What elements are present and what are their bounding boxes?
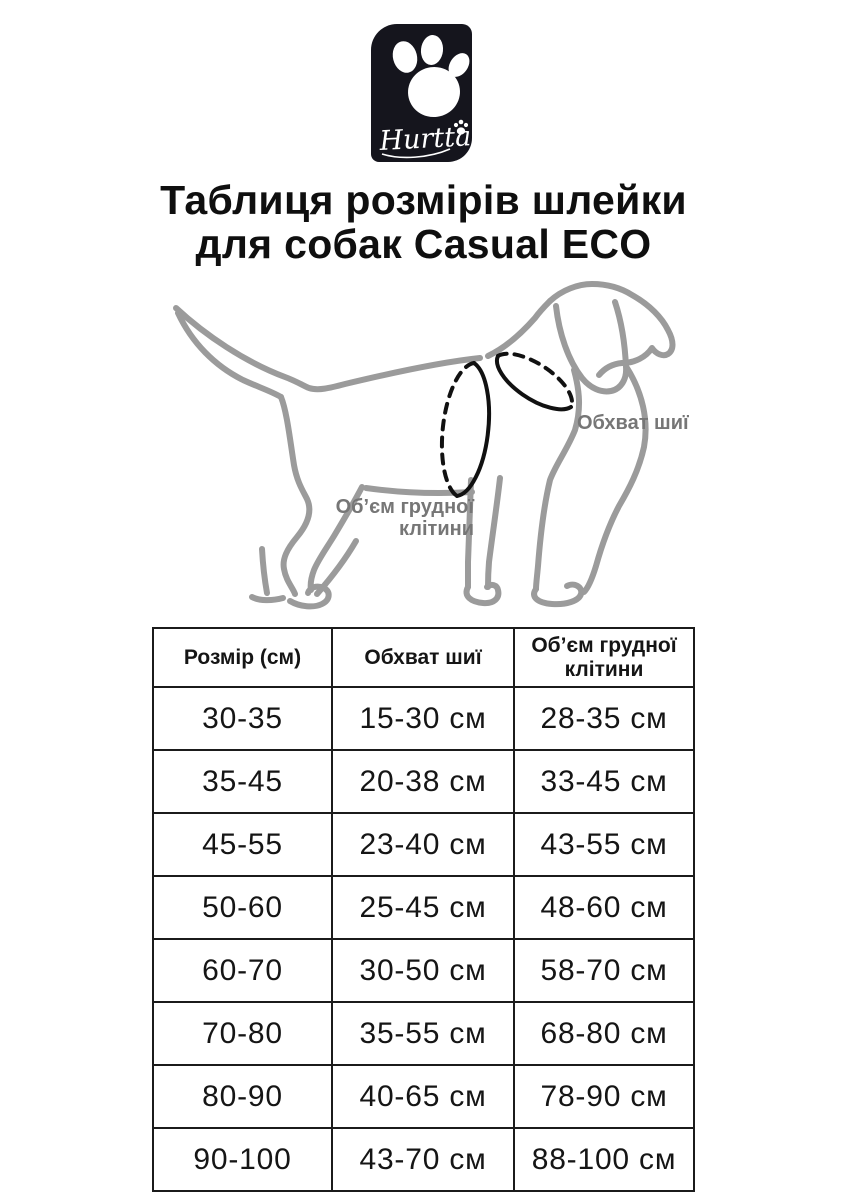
neck-cell: 25-45 см: [332, 876, 514, 939]
header-neck: Обхват шиї: [332, 628, 514, 687]
brand-script: Hurtta: [378, 121, 472, 157]
size-cell: 80-90: [153, 1065, 332, 1128]
size-table: [152, 627, 695, 1192]
size-cell: 70-80: [153, 1002, 332, 1065]
neck-measure-ellipse: [497, 354, 572, 410]
size-cell: 30-35: [153, 687, 332, 750]
neck-cell: 15-30 см: [332, 687, 514, 750]
table-row: [153, 1128, 694, 1191]
chest-cell: 28-35 см: [514, 687, 694, 750]
chest-cell: 33-45 см: [514, 750, 694, 813]
page-title-line1: Таблиця розмірів шлейки: [160, 177, 687, 223]
table-row: [153, 813, 694, 876]
table-row: [153, 876, 694, 939]
table-row: [153, 1002, 694, 1065]
chest-cell: 58-70 см: [514, 939, 694, 1002]
neck-cell: 40-65 см: [332, 1065, 514, 1128]
dog-measurement-diagram: [150, 265, 710, 640]
chest-girth-label-line1: Об’єм грудної: [335, 496, 474, 518]
hurtta-logo: [371, 24, 472, 162]
table-row: [153, 750, 694, 813]
neck-cell: 43-70 см: [332, 1128, 514, 1191]
size-cell: 45-55: [153, 813, 332, 876]
neck-cell: 23-40 см: [332, 813, 514, 876]
header-row: [153, 628, 694, 687]
neck-girth-label: Обхват шиї: [577, 412, 689, 434]
chest-girth-label-line2: клітини: [399, 518, 474, 540]
size-cell: 35-45: [153, 750, 332, 813]
chest-cell: 78-90 см: [514, 1065, 694, 1128]
table-row: [153, 1065, 694, 1128]
size-cell: 60-70: [153, 939, 332, 1002]
size-cell: 90-100: [153, 1128, 332, 1191]
table-row: [153, 939, 694, 1002]
size-cell: 50-60: [153, 876, 332, 939]
chest-cell: 43-55 см: [514, 813, 694, 876]
chest-measure-ellipse: [442, 363, 489, 496]
chest-cell: 68-80 см: [514, 1002, 694, 1065]
chest-cell: 88-100 см: [514, 1128, 694, 1191]
page-title: [0, 178, 847, 266]
chest-girth-label: [318, 496, 474, 540]
header-chest: Об’єм грудної клітини: [514, 628, 694, 687]
header-size: Розмір (см): [153, 628, 332, 687]
paw-icon: [371, 24, 472, 162]
neck-cell: 35-55 см: [332, 1002, 514, 1065]
table-row: [153, 687, 694, 750]
page-title-line2: для собак Casual ECO: [195, 221, 652, 267]
neck-cell: 30-50 см: [332, 939, 514, 1002]
chest-cell: 48-60 см: [514, 876, 694, 939]
dog-outline: [176, 284, 673, 606]
neck-cell: 20-38 см: [332, 750, 514, 813]
